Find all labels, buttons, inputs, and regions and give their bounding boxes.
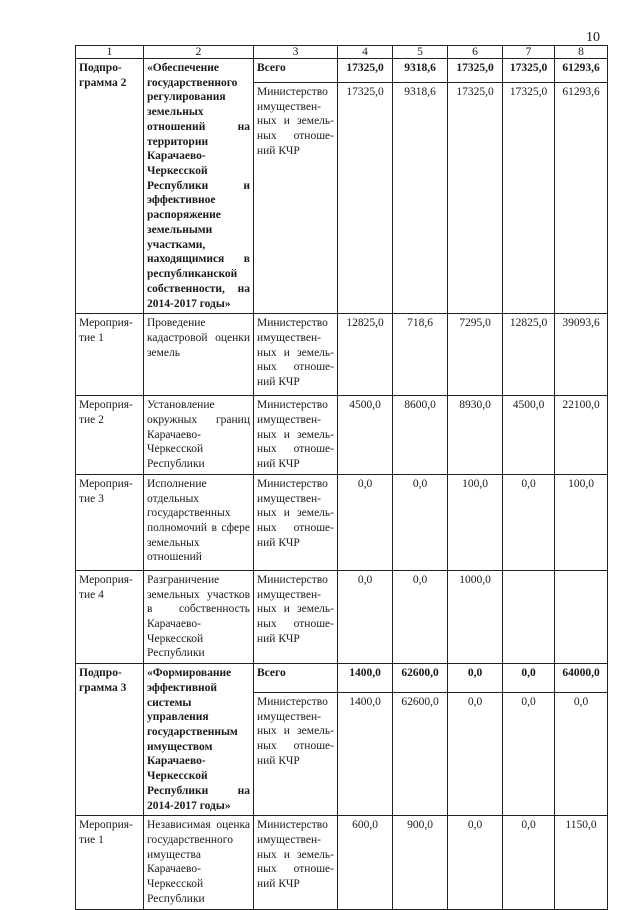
measure-text: Независимая оценка государственного имущества Карачаево-Черкесской Республики — [144, 816, 254, 909]
value-cell: 4500,0 — [338, 396, 393, 475]
budget-table — [75, 45, 608, 910]
value-cell: 39093,6 — [555, 314, 608, 396]
value-cell: 22100,0 — [555, 396, 608, 475]
executor-cell: Министерство имуществен-ных и земель-ных отноше-ний КЧР — [254, 396, 338, 475]
table-row — [76, 396, 608, 475]
value-cell: 12825,0 — [503, 314, 555, 396]
executor-cell: Министерство имуществен-ных и земель-ных отноше-ний КЧР — [254, 816, 338, 909]
subprogram-2-title: «Обеспечение государственного регулирования земельных отношений на территории Карачаево-Черкесской Республики и эффективное распоряжение земельными участками, находящимися в республиканской собственности, на 2014-2017 годы» — [144, 59, 254, 314]
measure-text: Разграничение земельных участков в собственность Карачаево-Черкесской Республики — [144, 570, 254, 663]
header-row — [76, 46, 608, 59]
value-cell — [555, 570, 608, 663]
header-cell: 6 — [448, 46, 503, 59]
value-cell: 0,0 — [503, 474, 555, 570]
value-cell: 1150,0 — [555, 816, 608, 909]
measure-label: Мероприя- тие 2 — [76, 396, 144, 475]
measure-label: Мероприя- тие 1 — [76, 314, 144, 396]
executor-cell: Министерство имуществен-ных и земель-ных отноше-ний КЧР — [254, 474, 338, 570]
executor-cell: Министерство имуществен-ных и земель-ных отноше-ний КЧР — [254, 314, 338, 396]
value-cell: 0,0 — [393, 570, 448, 663]
value-cell: 17325,0 — [338, 82, 393, 313]
header-cell: 7 — [503, 46, 555, 59]
measure-label: Мероприя- тие 1 — [76, 816, 144, 909]
table-row — [76, 570, 608, 663]
header-cell: 2 — [144, 46, 254, 59]
measure-text: Установление окружных границ Карачаево-Черкесской Республики — [144, 396, 254, 475]
value-cell: 64000,0 — [555, 664, 608, 693]
header-cell: 4 — [338, 46, 393, 59]
value-cell: 1400,0 — [338, 692, 393, 815]
table-row — [76, 664, 608, 693]
value-cell: 900,0 — [393, 816, 448, 909]
table-row — [76, 816, 608, 909]
value-cell: 0,0 — [503, 816, 555, 909]
executor-cell: Всего — [254, 59, 338, 83]
header-cell: 5 — [393, 46, 448, 59]
value-cell: 0,0 — [448, 692, 503, 815]
value-cell: 0,0 — [503, 692, 555, 815]
executor-cell: Министерство имуществен-ных и земель-ных отноше-ний КЧР — [254, 570, 338, 663]
executor-cell: Министерство имуществен-ных и земель-ных отноше-ний КЧР — [254, 692, 338, 815]
value-cell: 17325,0 — [448, 82, 503, 313]
value-cell — [503, 570, 555, 663]
value-cell: 600,0 — [338, 816, 393, 909]
measure-label: Мероприя- тие 4 — [76, 570, 144, 663]
value-cell: 61293,6 — [555, 59, 608, 83]
value-cell: 62600,0 — [393, 664, 448, 693]
value-cell: 62600,0 — [393, 692, 448, 815]
table-row — [76, 59, 608, 83]
value-cell: 1000,0 — [448, 570, 503, 663]
value-cell: 4500,0 — [503, 396, 555, 475]
value-cell: 0,0 — [338, 570, 393, 663]
value-cell: 0,0 — [503, 664, 555, 693]
subprogram-3-label: Подпро- грамма 3 — [76, 664, 144, 816]
header-cell: 3 — [254, 46, 338, 59]
executor-cell: Всего — [254, 664, 338, 693]
value-cell: 7295,0 — [448, 314, 503, 396]
value-cell: 718,6 — [393, 314, 448, 396]
value-cell: 100,0 — [448, 474, 503, 570]
measure-label: Мероприя- тие 3 — [76, 474, 144, 570]
subprogram-2-label: Подпро- грамма 2 — [76, 59, 144, 314]
value-cell: 17325,0 — [338, 59, 393, 83]
value-cell: 1400,0 — [338, 664, 393, 693]
value-cell: 8600,0 — [393, 396, 448, 475]
value-cell: 9318,6 — [393, 59, 448, 83]
value-cell: 0,0 — [448, 816, 503, 909]
measure-text: Исполнение отдельных государственных полномочий в сфере земельных отношений — [144, 474, 254, 570]
value-cell: 9318,6 — [393, 82, 448, 313]
value-cell: 0,0 — [338, 474, 393, 570]
measure-text: Проведение кадастровой оценки земель — [144, 314, 254, 396]
header-cell: 1 — [76, 46, 144, 59]
subprogram-3-title: «Формирование эффективной системы управления государственным имуществом Карачаево-Черкесской Республики на 2014-2017 годы» — [144, 664, 254, 816]
value-cell: 61293,6 — [555, 82, 608, 313]
value-cell: 0,0 — [393, 474, 448, 570]
value-cell: 12825,0 — [338, 314, 393, 396]
value-cell: 8930,0 — [448, 396, 503, 475]
header-cell: 8 — [555, 46, 608, 59]
value-cell: 17325,0 — [503, 59, 555, 83]
executor-cell: Министерство имуществен-ных и земель-ных отноше-ний КЧР — [254, 82, 338, 313]
value-cell: 17325,0 — [448, 59, 503, 83]
value-cell: 17325,0 — [503, 82, 555, 313]
value-cell: 0,0 — [448, 664, 503, 693]
table-row — [76, 314, 608, 396]
table-row — [76, 474, 608, 570]
value-cell: 0,0 — [555, 692, 608, 815]
page-number: 10 — [586, 30, 600, 45]
value-cell: 100,0 — [555, 474, 608, 570]
